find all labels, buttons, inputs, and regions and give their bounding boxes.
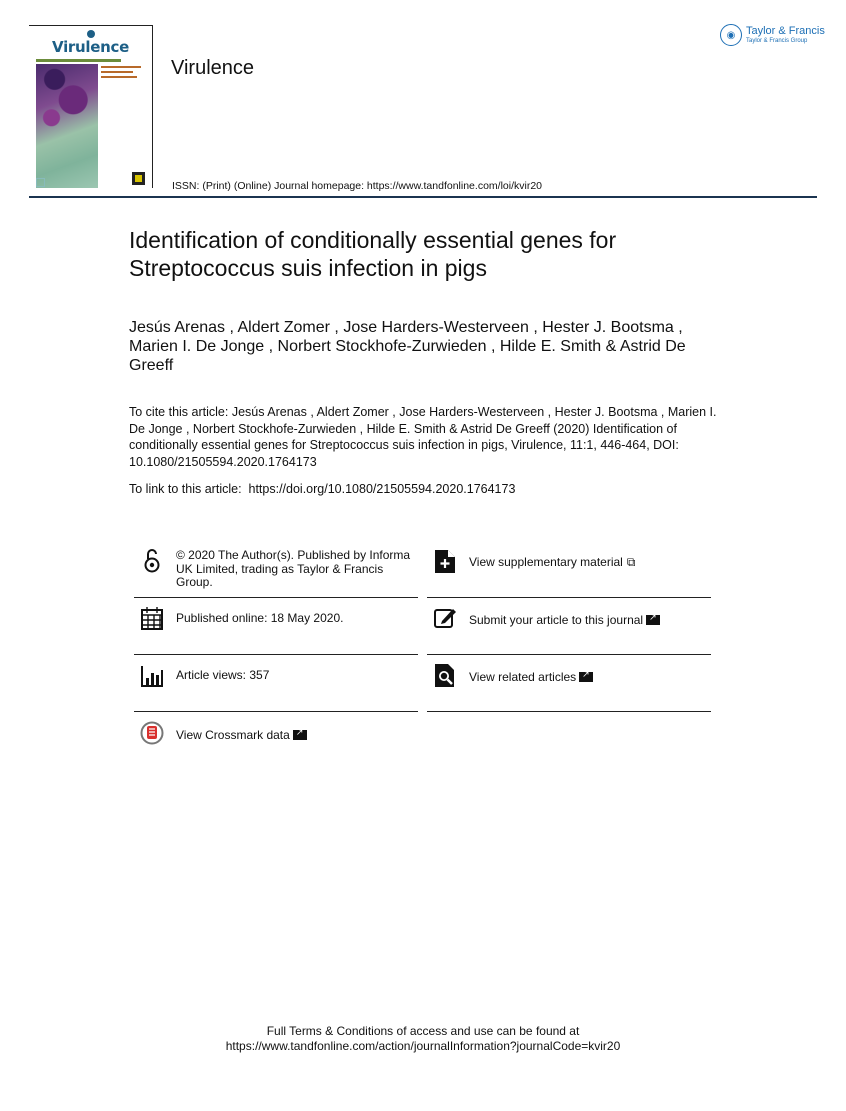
supplementary-cell[interactable] [427,540,711,598]
published-cell [134,597,418,655]
cover-strip [36,59,121,62]
cover-image [36,64,98,188]
published-date: Published online: 18 May 2020. [176,611,344,625]
license-text: © 2020 The Author(s). Published by Informa UK Limited, trading as Taylor & Francis Group. [176,548,411,589]
footer-terms-link[interactable]: https://www.tandfonline.com/action/journalInformation?journalCode=kvir20 [225,1039,621,1053]
related-label: View related articles [469,670,577,684]
external-link-icon [293,730,307,740]
journal-name[interactable]: Virulence [171,57,255,79]
publisher-subname: Taylor & Francis Group [746,38,808,44]
crossmark-link[interactable] [176,729,420,743]
article-title: Identification of conditionally essential genes for Streptococcus suis infection in pigs [129,227,617,281]
article-link-line [129,481,721,497]
add-document-icon [433,548,457,574]
publisher-name: Taylor & Francis [746,25,825,37]
submit-label: Submit your article to this journal [469,613,644,627]
external-link-icon [579,672,593,682]
license-cell [134,540,418,598]
search-document-icon [433,662,457,688]
crossmark-label: View Crossmark data [176,728,290,742]
external-link-icon: ⧉ [626,555,636,569]
publisher-logo[interactable] [720,24,825,50]
bar-chart-icon [140,662,164,688]
supplementary-link[interactable] [469,556,713,570]
cover-badge-icon [132,172,145,185]
crossmark-icon [140,721,164,747]
cover-logo-icon [87,30,95,38]
related-cell[interactable] [427,654,711,712]
submit-link[interactable] [469,614,713,628]
publisher-logo-icon: ◉ [720,24,742,46]
submit-cell[interactable] [427,597,711,655]
header-divider [29,196,817,198]
citation-text: To cite this article: Jesús Arenas , Aldert Zomer , Jose Harders-Westerveen , Hester J. Bootsma , Marien I. De Jonge , Norbert Stockhofe-Zurwieden , Hilde E. Smith & Astrid De Greeff (2020) Identification of conditionally essential genes for Streptococcus suis infection in pigs, Virulence, 11:1, 446-464, DOI: 10.1080/21505594.2020.1764173 [129,405,717,469]
article-doi-link[interactable]: https://doi.org/10.1080/21505594.2020.1764173 [248,482,516,496]
issn-line[interactable]: ISSN: (Print) (Online) Journal homepage: https://www.tandfonline.com/loi/kvir20 [172,180,542,192]
cover-text-block [101,66,141,86]
views-cell [134,654,418,712]
journal-cover [29,25,153,188]
footer-terms-text: Full Terms & Conditions of access and use can be found at [266,1024,580,1038]
crossmark-cell[interactable] [134,711,418,751]
article-link-label: To link to this article: [129,482,242,496]
cover-title: Virulence [52,38,129,56]
article-views: Article views: 357 [176,668,270,682]
calendar-icon [140,605,164,631]
edit-icon [433,605,457,631]
author-list[interactable]: Jesús Arenas , Aldert Zomer , Jose Harders-Westerveen , Hester J. Bootsma , Marien I. De Jonge , Norbert Stockhofe-Zurwieden , Hilde E. Smith & Astrid De Greeff [129,319,686,374]
footer [0,1024,846,1054]
external-link-icon [646,615,660,625]
related-link[interactable] [469,671,713,685]
open-access-lock-icon [140,548,164,574]
cover-mini-logo-icon [36,178,45,187]
supplementary-label: View supplementary material [469,555,623,569]
